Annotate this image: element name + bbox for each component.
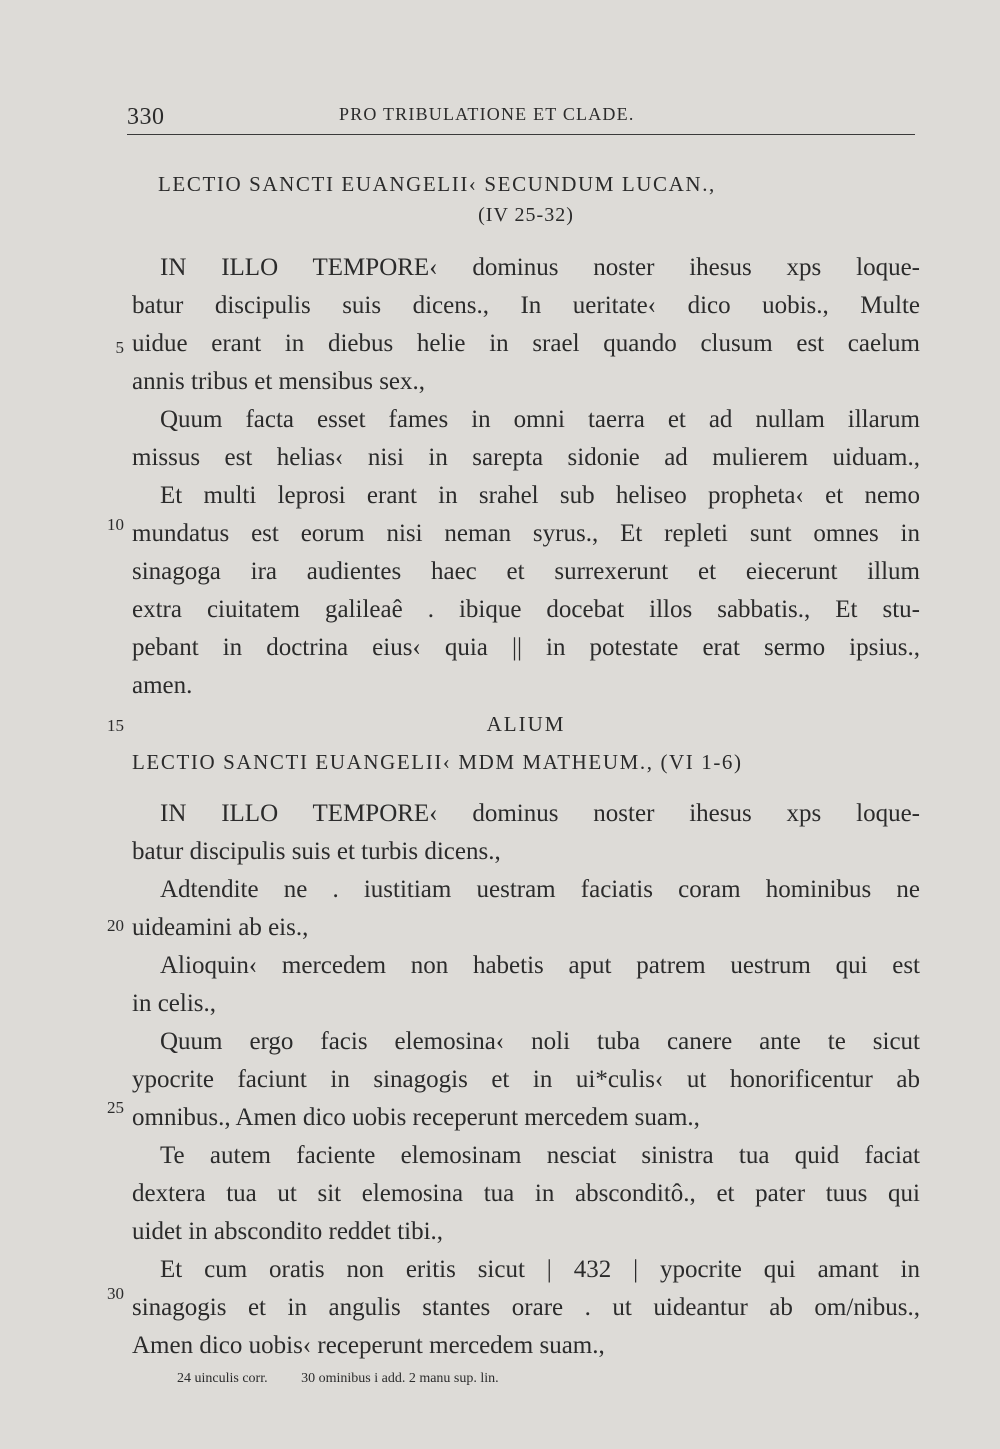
text-line: mundatus est eorum nisi neman syrus., Et repleti sunt omnes in xyxy=(132,520,920,547)
section2-text xyxy=(132,795,920,1365)
text-line: batur discipulis suis dicens., In ueritate‹ dico uobis., Multe xyxy=(132,292,920,319)
running-head: PRO TRIBULATIONE ET CLADE. xyxy=(339,104,635,124)
footnotes xyxy=(177,1371,529,1387)
text-line: dextera tua ut sit elemosina tua in absconditô., et pater tuus qui xyxy=(132,1180,920,1207)
text-line: Quum facta esset fames in omni taerra et ad nullam illarum xyxy=(160,406,920,433)
text-line: sinagogis et in angulis stantes orare . ut uideantur ab om/nibus., xyxy=(132,1294,920,1321)
section2-title: ALIUM xyxy=(486,712,566,736)
text-line: amen. xyxy=(132,672,193,699)
section1-reference: (IV 25-32) xyxy=(478,204,574,226)
page-number: 330 xyxy=(127,104,165,130)
line-number: 20 xyxy=(107,916,124,935)
section1-text xyxy=(132,249,920,705)
text-line: batur discipulis suis et turbis dicens., xyxy=(132,838,501,865)
section1-heading: LECTIO SANCTI EUANGELII‹ SECUNDUM LUCAN., xyxy=(158,172,716,196)
page-header xyxy=(127,98,915,135)
text-line: Te autem faciente elemosinam nesciat sinistra tua quid faciat xyxy=(160,1142,920,1169)
text-line: Amen dico uobis‹ receperunt mercedem suam., xyxy=(132,1332,605,1359)
text-line: uideamini ab eis., xyxy=(132,914,309,941)
line-number: 15 xyxy=(107,716,124,735)
text-line: extra ciuitatem galileaê . ibique docebat illos sabbatis., Et stu- xyxy=(132,596,920,623)
footnote: 24 uinculis corr. xyxy=(177,1371,268,1386)
section2-heading: LECTIO SANCTI EUANGELII‹ MDM MATHEUM., (VI 1-6) xyxy=(132,750,743,774)
text-line: Et cum oratis non eritis sicut | 432 | ypocrite qui amant in xyxy=(160,1256,920,1283)
text-line: missus est helias‹ nisi in sarepta sidonie ad mulierem uiduam., xyxy=(132,444,920,471)
line-number: 30 xyxy=(107,1284,124,1303)
text-line: Et multi leprosi erant in srahel sub heliseo propheta‹ et nemo xyxy=(160,482,920,509)
text-line: IN ILLO TEMPORE‹ dominus noster ihesus xps loque- xyxy=(160,800,920,827)
text-line: Alioquin‹ mercedem non habetis aput patrem uestrum qui est xyxy=(160,952,920,979)
text-line: sinagoga ira audientes haec et surrexerunt et eiecerunt illum xyxy=(132,558,920,585)
text-line: uidet in abscondito reddet tibi., xyxy=(132,1218,444,1245)
line-number: 5 xyxy=(115,338,124,357)
text-line: Adtendite ne . iustitiam uestram faciatis coram hominibus ne xyxy=(160,876,920,903)
text-line: uidue erant in diebus helie in srael quando clusum est caelum xyxy=(132,330,920,357)
line-number: 10 xyxy=(107,515,124,534)
line-number: 25 xyxy=(107,1098,124,1117)
footnote: 30 ominibus i add. 2 manu sup. lin. xyxy=(301,1371,499,1386)
text-line: annis tribus et mensibus sex., xyxy=(132,368,426,395)
text-line: ypocrite faciunt in sinagogis et in ui*culis‹ ut honorificentur ab xyxy=(132,1066,920,1093)
text-line: in celis., xyxy=(132,990,217,1017)
text-line: IN ILLO TEMPORE‹ dominus noster ihesus xps loque- xyxy=(160,254,920,281)
text-line: pebant in doctrina eius‹ quia || in potestate erat sermo ipsius., xyxy=(132,634,920,661)
text-line: omnibus., Amen dico uobis receperunt mercedem suam., xyxy=(132,1104,700,1131)
text-line: Quum ergo facis elemosina‹ noli tuba canere ante te sicut xyxy=(160,1028,920,1055)
